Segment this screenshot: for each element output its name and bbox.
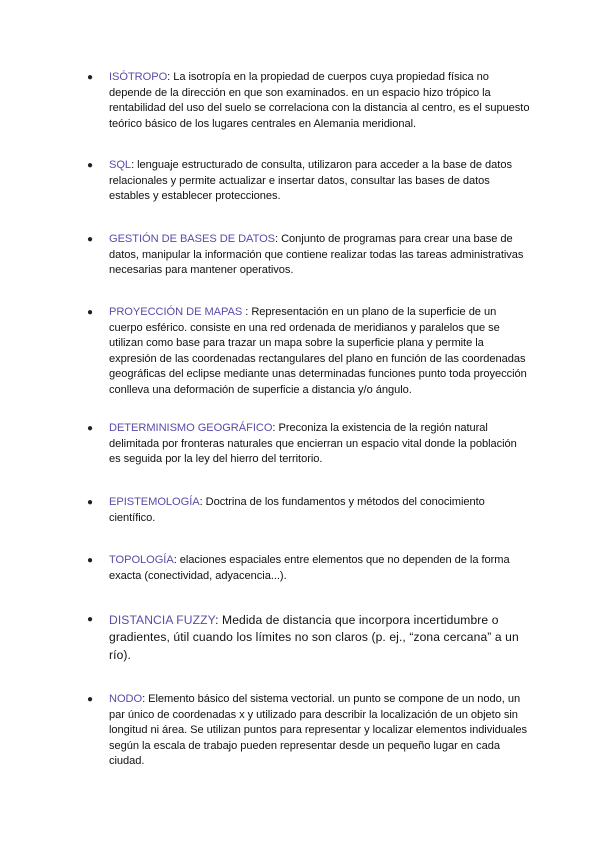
bullet-icon: ●	[87, 423, 94, 434]
bullet-icon: ●	[87, 160, 94, 171]
term-label: DISTANCIA FUZZY	[109, 613, 216, 627]
glossary-entry-topologia	[86, 553, 530, 584]
definition-text: : lenguaje estructurado de consulta, utilizaron para acceder a la base de datos relacionales y permite actualizar e insertar datos, consultar las bases de datos estables y establecer protecciones.	[109, 159, 512, 202]
definition-text: : elaciones espaciales entre elementos que no dependen de la forma exacta (conectividad, adyacencia...).	[109, 554, 510, 582]
glossary-entry-nodo	[86, 692, 530, 770]
entry-paragraph	[109, 421, 530, 468]
definition-text: : Elemento básico del sistema vectorial. un punto se compone de un nodo, un par único de coordenadas x y utilizado para describir la localización de un objeto sin longitud ni área. Se utilizan puntos para representar y localizar elementos individuales según la escala de trabajo pueden representar desde un pequeño lugar en cada ciudad.	[109, 693, 528, 767]
term-label: EPISTEMOLOGÍA	[109, 496, 200, 508]
glossary-entry-distancia-fuzzy	[86, 612, 530, 664]
term-label: DETERMINISMO GEOGRÁFICO	[109, 422, 273, 434]
glossary-entry-proyeccion-mapas	[86, 305, 530, 398]
bullet-icon: ●	[87, 72, 94, 83]
term-label: PROYECCIÓN DE MAPAS	[109, 306, 243, 318]
term-label: GESTIÓN DE BASES DE DATOS	[109, 233, 276, 245]
definition-text: : Doctrina de los fundamentos y métodos del conocimiento científico.	[109, 496, 485, 524]
definition-text: : La isotropía en la propiedad de cuerpos cuya propiedad física no depende de la dirección en que son examinados. en un espacio hizo trópico la rentabilidad del uso del suelo se correlaciona con la distancia al centro, es el supuesto teórico básico de los lugares centrales en Alemania meridional.	[109, 71, 530, 130]
glossary-entry-determinismo-geografico	[86, 421, 530, 468]
term-label: TOPOLOGÍA	[109, 554, 174, 566]
definition-text: : Representación en un plano de la superficie de un cuerpo esférico. consiste en una red ordenada de meridianos y paralelos que se utilizan como base para trazar un mapa sobre la superficie plana y permite la expresión de las coordenadas rectangulares del plano en función de las coordenadas geográficas del eclipse mediante unas determinadas funciones punto toda proyección conlleva una deformación de superficie a distancia y/o ángulo.	[109, 306, 527, 396]
bullet-icon: ●	[87, 234, 94, 245]
glossary-entry-isotropo	[86, 70, 530, 132]
entry-paragraph	[109, 553, 530, 584]
term-label: NODO	[109, 693, 143, 705]
bullet-icon: ●	[87, 555, 94, 566]
entry-paragraph	[109, 495, 530, 526]
bullet-icon: ●	[87, 307, 94, 318]
entry-paragraph	[109, 305, 530, 398]
bullet-icon: ●	[87, 694, 94, 705]
definition-text: : Conjunto de programas para crear una base de datos, manipular la información que contiene realizar todas las tareas administrativas necesarias para mantener operativos.	[109, 233, 524, 276]
entry-paragraph	[109, 692, 530, 770]
glossary-entry-epistemologia	[86, 495, 530, 526]
definition-text: : Preconiza la existencia de la región natural delimitada por fronteras naturales que encierran un espacio vital donde la población es seguida por la ley del hierro del territorio.	[109, 422, 517, 465]
bullet-icon: ●	[87, 497, 94, 508]
entry-paragraph	[109, 232, 530, 279]
glossary-entry-sql	[86, 158, 530, 205]
entry-paragraph	[109, 612, 530, 664]
entry-paragraph	[109, 158, 530, 205]
bullet-icon: ●	[87, 614, 94, 625]
definition-text: : Medida de distancia que incorpora incertidumbre o gradientes, útil cuando los límites no son claros (p. ej., “zona cercana” a un río).	[109, 613, 519, 662]
entry-paragraph	[109, 70, 530, 132]
term-label: ISÓTROPO	[109, 71, 168, 83]
term-label: SQL	[109, 159, 132, 171]
glossary-entry-gestion-bases-datos	[86, 232, 530, 279]
